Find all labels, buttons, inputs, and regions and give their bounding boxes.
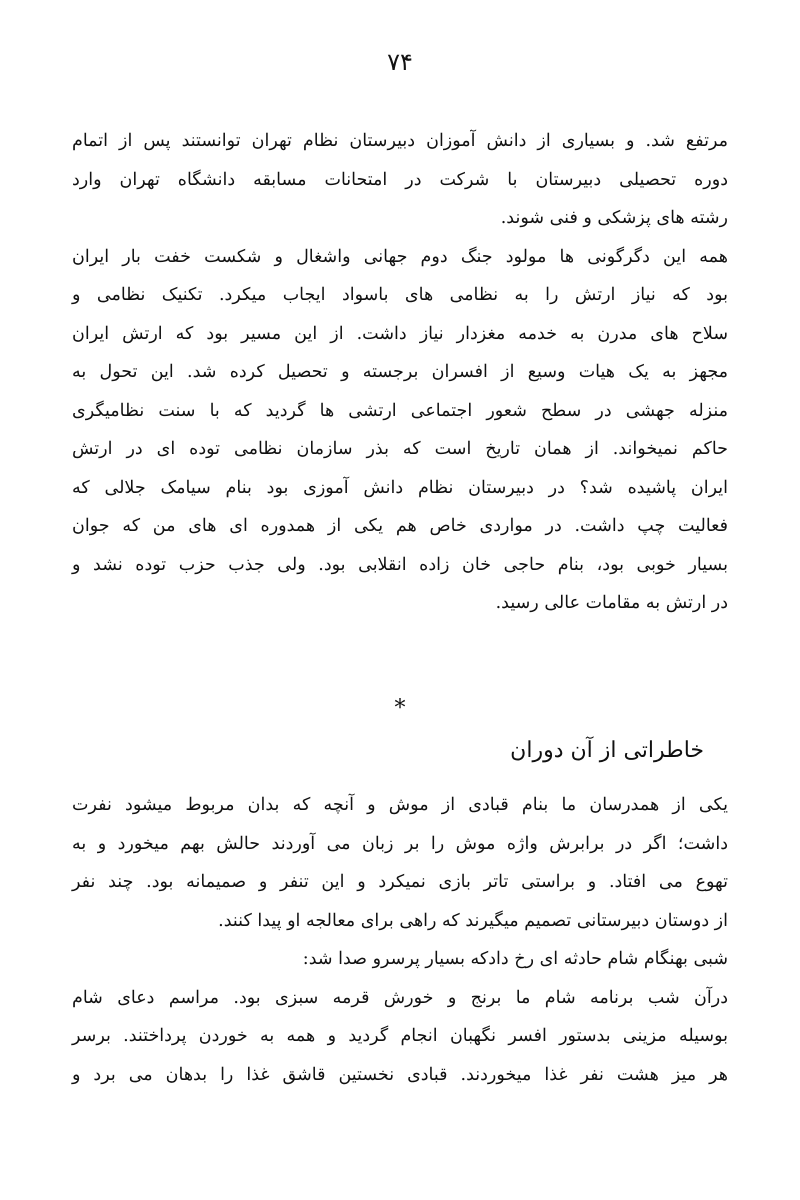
text-line: بسیار خوبی بود، بنام حاجی خان زاده انقلابی بود. ولی جذب حزب توده نشد و [72,554,728,575]
paragraph-1 [72,122,728,238]
paragraph-3 [72,786,728,940]
paragraph-2 [72,238,728,623]
section-heading: خاطراتی از آن دوران [510,738,704,763]
text-line: بوسیله مزینی بدستور افسر نگهبان انجام گردید و همه به خوردن پرداختند. برسر [72,1026,728,1046]
text-line: دوره تحصیلی دبیرستان با شرکت در امتحانات مسابقه دانشگاه تهران وارد [72,169,728,190]
section-separator: * [394,696,406,721]
text-line: همه این دگرگونی ها مولود جنگ دوم جهانی واشغال و شکست خفت بار ایران [72,246,728,267]
text-line: شبی بهنگام شام حادثه ای رخ دادکه بسیار پرسرو صدا شد: [302,949,728,969]
text-line: در ارتش به مقامات عالی رسید. [495,593,728,613]
text-block-top [72,122,728,623]
text-line: فعالیت چپ داشت. در مواردی خاص هم یکی از همدوره ای های من که جوان [72,516,728,536]
text-line: مجهز به یک هیات وسیع از افسران برجسته و تحصیل کرده شد. این تحول به [72,362,728,382]
text-line: مرتفع شد. و بسیاری از دانش آموزان دبیرستان نظام تهران توانستند پس از اتمام [72,131,728,151]
text-line: داشت؛ اگر در برابرش واژه موش را بر زبان می آوردند حالش بهم میخورد و به [72,833,728,854]
text-line: تهوع می افتاد. و براستی تاتر بازی نمیکرد و این تنفر و صمیمانه بود. چند نفر [72,872,728,892]
text-line: ایران پاشیده شد؟ در دبیرستان نظام دانش آموزی بود بنام سیامک جلالی که [72,477,728,498]
paragraph-5 [72,979,728,1095]
text-line: حاکم نمیخواند. از همان تاریخ است که بذر سازمان نظامی توده ای در ارتش [72,439,728,459]
text-line: از دوستان دبیرستانی تصمیم میگیرند که راهی برای معالجه او پیدا کنند. [218,910,728,931]
text-line: منزله جهشی در سطح شعور اجتماعی ارتشی ها گردید که با سنت نظامیگری [72,400,728,421]
page-number: ۷۴ [387,48,413,76]
text-block-bottom [72,786,728,1094]
text-line: هر میز هشت نفر غذا میخوردند. قبادی نخستین قاشق غذا را بدهان می برد و [72,1064,728,1085]
text-line: رشته های پزشکی و فنی شوند. [500,208,728,228]
text-line: سلاح های مدرن به خدمه مغزدار نیاز داشت. از این مسیر بود که ارتش ایران [72,323,728,344]
text-line: یکی از همدرسان ما بنام قبادی از موش و آنچه که بدان مربوط میشود نفرت [72,795,728,815]
text-line: درآن شب برنامه شام ما برنج و خورش قرمه سبزی بود. مراسم دعای شام [72,987,728,1008]
text-line: بود که نیاز ارتش را به نظامی های باسواد ایجاب میکرد. تکنیک نظامی و [72,285,728,305]
paragraph-4 [72,940,728,979]
